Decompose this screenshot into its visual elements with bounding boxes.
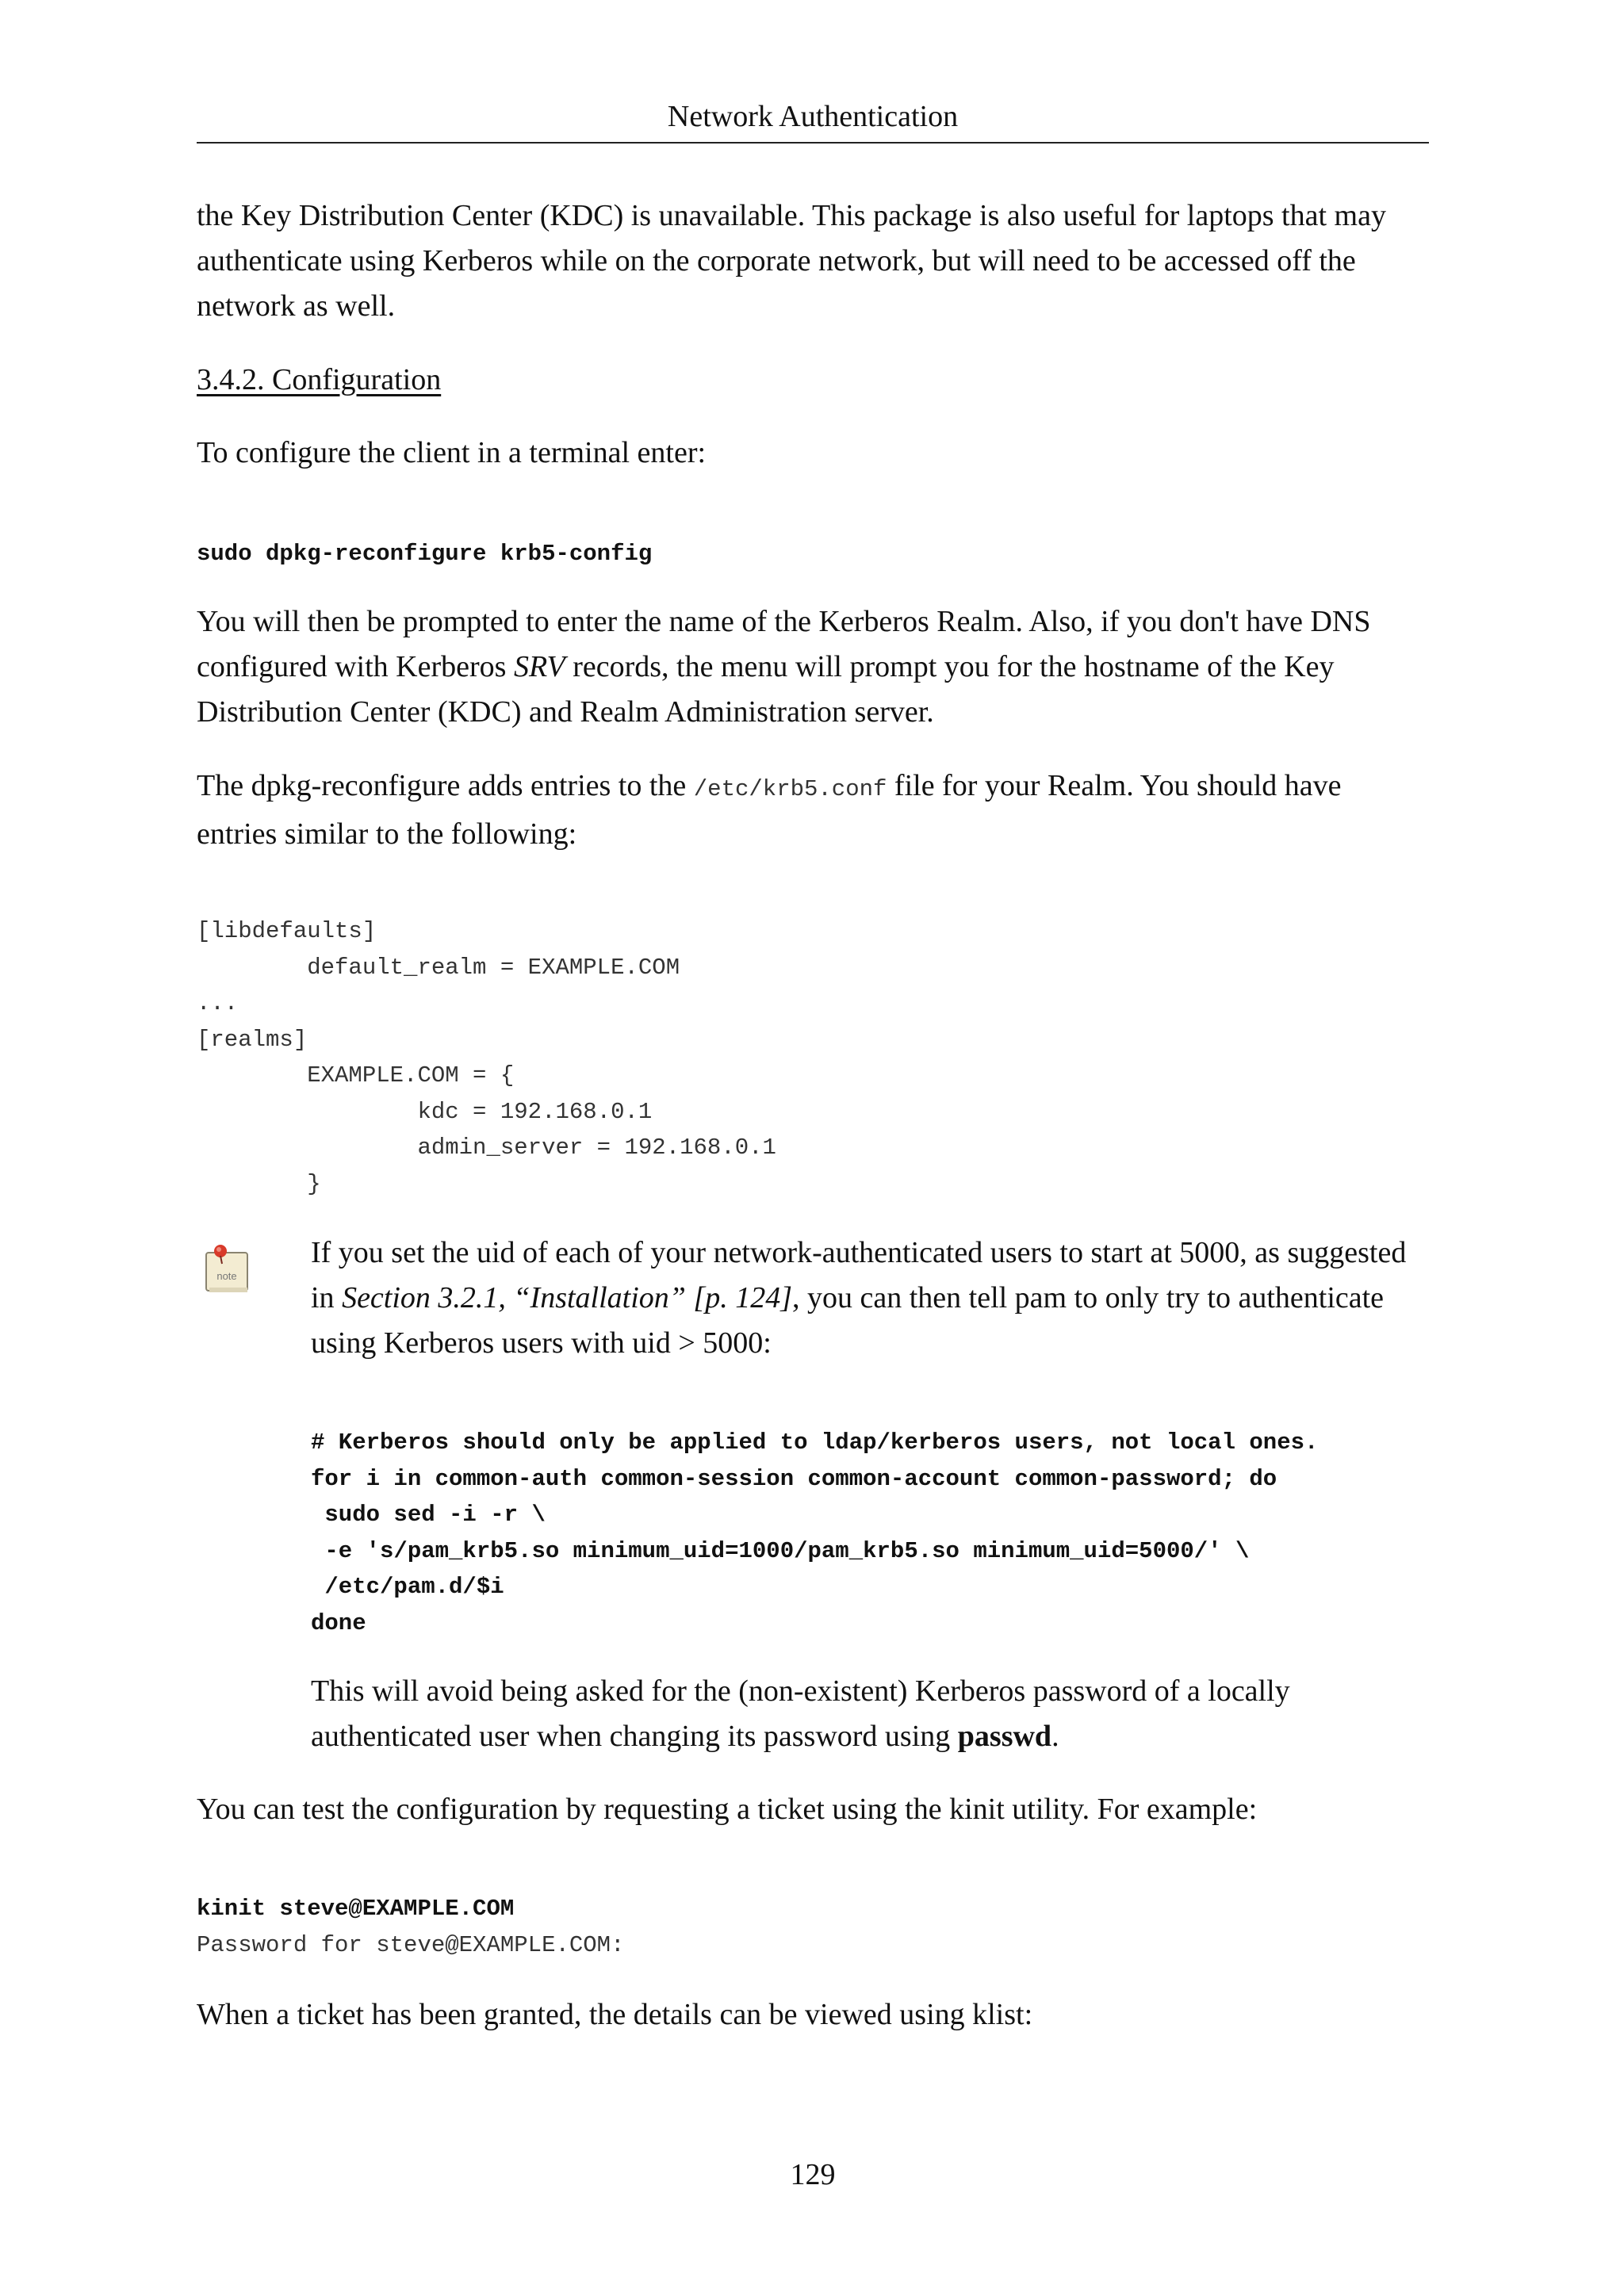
code-line: [libdefaults]	[197, 918, 377, 944]
code-line: # Kerberos should only be applied to ldap/kerberos users, not local ones.	[311, 1429, 1319, 1456]
code-line: for i in common-auth common-session common-account common-password; do	[311, 1465, 1277, 1492]
code-pam	[311, 1425, 1429, 1641]
note-after-text-2: .	[1051, 1720, 1059, 1753]
note-text: If you set the uid of each of your network-authenticated users to start at 5000, as suggested in	[311, 1236, 1407, 1314]
paragraph-prompt-text-2: records, the menu will prompt you for the hostname of the Key Distribution Center (KDC) and Realm Administration server.	[197, 650, 1335, 729]
header-rule	[197, 142, 1429, 144]
code-line: [realms]	[197, 1026, 308, 1053]
code-line: default_realm = EXAMPLE.COM	[197, 954, 680, 981]
note-after-text: This will avoid being asked for the (non-existent) Kerberos password of a locally authenticated user when changing its password using	[311, 1674, 1290, 1753]
kinit-command: kinit steve@EXAMPLE.COM	[197, 1896, 515, 1922]
note-after-paragraph	[311, 1669, 1429, 1759]
paragraph-prompt-text: You will then be prompted to enter the name of the Kerberos Realm. Also, if you don't have DNS configured with Kerberos	[197, 605, 1371, 683]
code-line: admin_server = 192.168.0.1	[197, 1135, 776, 1161]
paragraph-adds	[197, 763, 1429, 857]
code-line: kdc = 192.168.0.1	[197, 1098, 653, 1125]
note-text-2: , you can then tell pam to only try to authenticate using Kerberos users with uid > 5000:	[311, 1281, 1385, 1360]
kinit-output: Password for steve@EXAMPLE.COM:	[197, 1931, 625, 1958]
code-line: done	[311, 1609, 366, 1636]
note-paragraph	[311, 1230, 1429, 1366]
file-path: /etc/krb5.conf	[693, 776, 887, 802]
code-line: EXAMPLE.COM = {	[197, 1062, 515, 1089]
code-reconfigure: sudo dpkg-reconfigure krb5-config	[197, 541, 653, 567]
paragraph-prompt	[197, 599, 1429, 735]
code-kinit	[197, 1891, 1429, 1963]
code-line: -e 's/pam_krb5.so minimum_uid=1000/pam_krb5.so minimum_uid=5000/' \	[311, 1537, 1250, 1564]
code-line: /etc/pam.d/$i	[311, 1574, 504, 1600]
page-number: 129	[790, 2158, 836, 2191]
srv-term: SRV	[513, 650, 565, 683]
running-header: Network Authentication	[667, 100, 959, 133]
code-krb5-conf	[197, 913, 1429, 1202]
code-line: sudo sed -i -r \	[311, 1502, 546, 1528]
code-line: }	[197, 1170, 321, 1197]
section-heading[interactable]: 3.4.2. Configuration	[197, 363, 442, 396]
paragraph-adds-text: The dpkg-reconfigure adds entries to the	[197, 769, 694, 802]
code-line: ...	[197, 990, 239, 1016]
note-icon	[203, 1243, 252, 1295]
paragraph-test: You can test the configuration by requesting a ticket using the kinit utility. For example:	[197, 1793, 1258, 1826]
passwd-command: passwd	[957, 1720, 1052, 1753]
paragraph-adds-text-2: file for your Realm. You should have entries similar to the following:	[197, 769, 1342, 851]
paragraph-klist: When a ticket has been granted, the details can be viewed using klist:	[197, 1998, 1033, 2031]
paragraph-configure: To configure the client in a terminal enter:	[197, 436, 707, 469]
note-icon-label: note	[216, 1270, 237, 1282]
cross-reference-link[interactable]: Section 3.2.1, “Installation” [p. 124]	[342, 1281, 792, 1314]
paragraph-intro: the Key Distribution Center (KDC) is unavailable. This package is also useful for laptops that may authenticate using Kerberos while on the corporate network, but will need to be accessed off the network as well.	[197, 199, 1386, 323]
